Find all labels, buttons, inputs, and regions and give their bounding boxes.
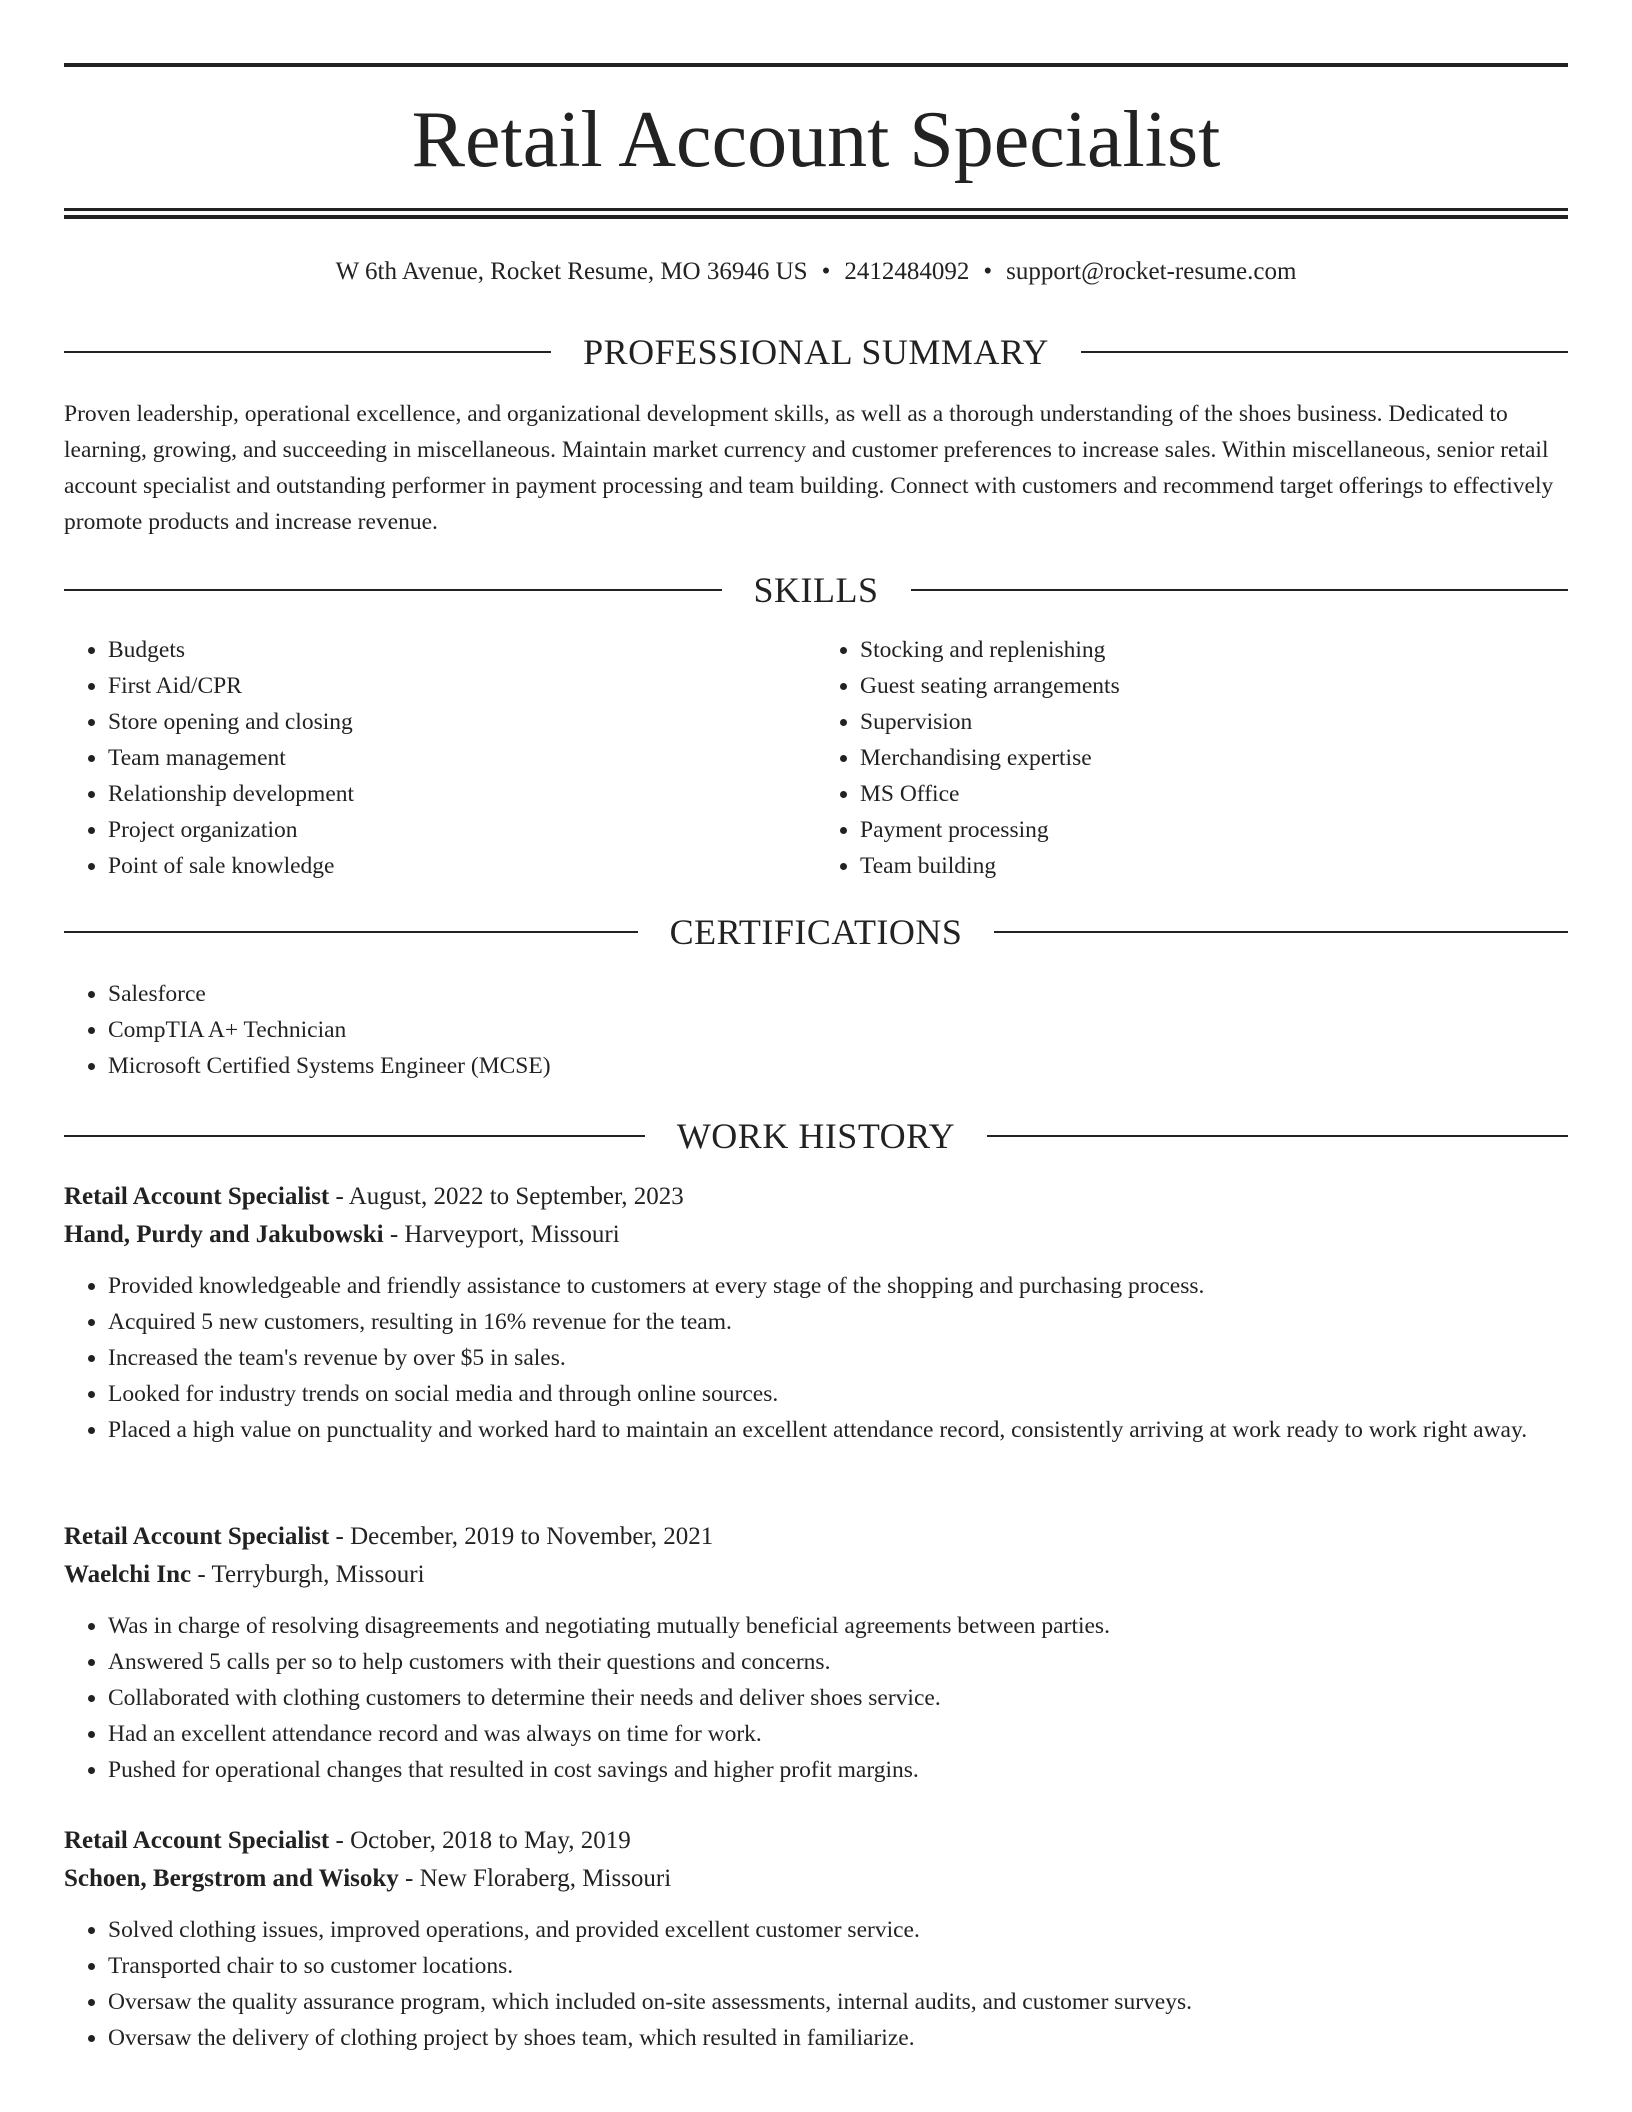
job-bullets	[64, 1268, 1568, 1448]
work-history-heading	[64, 1114, 1568, 1158]
job-title: Retail Account Specialist	[64, 1523, 330, 1550]
job-bullet: • Answered 5 calls per so to help customers with their questions and concerns.	[108, 1644, 1568, 1680]
job-company-line	[64, 1556, 1568, 1594]
job-title: Retail Account Specialist	[64, 1827, 330, 1854]
job-company: Waelchi Inc	[64, 1561, 192, 1588]
skills-column-right	[816, 632, 1568, 884]
job-company: Schoen, Bergstrom and Wisoky	[64, 1865, 399, 1892]
title-rule-upper	[64, 208, 1568, 211]
heading-rule-right	[994, 931, 1568, 933]
heading-rule-left	[64, 589, 722, 591]
summary-text: Proven leadership, operational excellence, and organizational development skills, as well as a thorough understanding of the shoes business. Dedicated to learning, growing, and succeeding in miscellaneous. Maintain market currency and customer preferences to increase sales. Within miscellaneous, senior retail account specialist and outstanding performer in payment processing and team building. Connect with customers and recommend target offerings to effectively promote products and increase revenue.	[64, 401, 1554, 535]
job-bullet: • Solved clothing issues, improved operations, and provided excellent customer service.	[108, 1912, 1568, 1948]
certifications-list	[64, 976, 1568, 1084]
resume-title: Retail Account Specialist	[411, 96, 1221, 184]
skills-heading-text: SKILLS	[753, 570, 879, 610]
job-bullet: • Acquired 5 new customers, resulting in 16% revenue for the team.	[108, 1304, 1568, 1340]
skill-item: • Point of sale knowledge	[108, 848, 816, 884]
skill-item: • Payment processing	[860, 812, 1568, 848]
heading-rule-left	[64, 1135, 645, 1137]
job-bullet: • Transported chair to so customer locations.	[108, 1948, 1568, 1984]
skill-item: • Stocking and replenishing	[860, 632, 1568, 668]
heading-rule-left	[64, 931, 638, 933]
skills-column-left	[64, 632, 816, 884]
contact-email: support@rocket-resume.com	[1006, 258, 1297, 285]
job-title-line	[64, 1178, 1568, 1216]
title-rule-lower	[64, 215, 1568, 219]
skill-item: • Project organization	[108, 812, 816, 848]
job-bullet: • Pushed for operational changes that resulted in cost savings and higher profit margins.	[108, 1752, 1568, 1788]
top-rule	[64, 63, 1568, 67]
certification-item: • Salesforce	[108, 976, 1568, 1012]
heading-rule-right	[987, 1135, 1568, 1137]
heading-rule-left	[64, 351, 551, 353]
contact-line	[64, 254, 1568, 290]
heading-rule-right	[1081, 351, 1568, 353]
job-bullet: • Had an excellent attendance record and was always on time for work.	[108, 1716, 1568, 1752]
job-bullets	[64, 1608, 1568, 1788]
job-dates: - October, 2018 to May, 2019	[329, 1827, 631, 1854]
certification-item: • Microsoft Certified Systems Engineer (MCSE)	[108, 1048, 1568, 1084]
skill-item: • Budgets	[108, 632, 816, 668]
job-bullet: • Was in charge of resolving disagreements and negotiating mutually beneficial agreements between parties.	[108, 1608, 1568, 1644]
contact-separator: •	[983, 258, 993, 285]
skill-item: • Supervision	[860, 704, 1568, 740]
job-location: - New Floraberg, Missouri	[398, 1865, 672, 1892]
skill-item: • MS Office	[860, 776, 1568, 812]
job-entry	[64, 1822, 1568, 2056]
job-dates: - August, 2022 to September, 2023	[329, 1183, 684, 1210]
job-title-line	[64, 1518, 1568, 1556]
skill-item: • Team building	[860, 848, 1568, 884]
job-company: Hand, Purdy and Jakubowski	[64, 1221, 384, 1248]
summary-heading	[64, 330, 1568, 374]
job-company-line	[64, 1216, 1568, 1254]
skill-item: • Team management	[108, 740, 816, 776]
job-bullet: • Provided knowledgeable and friendly assistance to customers at every stage of the shopping and purchasing process.	[108, 1268, 1568, 1304]
contact-phone: 2412484092	[844, 258, 970, 285]
job-bullet: • Looked for industry trends on social media and through online sources.	[108, 1376, 1568, 1412]
job-bullet: • Collaborated with clothing customers to determine their needs and deliver shoes service.	[108, 1680, 1568, 1716]
job-bullets	[64, 1912, 1568, 2056]
skill-item: • Merchandising expertise	[860, 740, 1568, 776]
job-entry	[64, 1178, 1568, 1448]
certifications-heading-text: CERTIFICATIONS	[669, 912, 963, 952]
job-location: - Harveyport, Missouri	[383, 1221, 620, 1248]
skills-list	[64, 632, 1568, 884]
summary-heading-text: PROFESSIONAL SUMMARY	[583, 332, 1049, 372]
job-entry	[64, 1518, 1568, 1788]
job-bullet: • Placed a high value on punctuality and worked hard to maintain an excellent attendance record, consistently arriving at work ready to work right away.	[108, 1412, 1568, 1448]
job-dates: - December, 2019 to November, 2021	[329, 1523, 714, 1550]
work-history-heading-text: WORK HISTORY	[676, 1116, 956, 1156]
job-company-line	[64, 1860, 1568, 1898]
skill-item: • Store opening and closing	[108, 704, 816, 740]
certifications-heading	[64, 910, 1568, 954]
job-bullet: • Oversaw the quality assurance program, which included on-site assessments, internal audits, and customer surveys.	[108, 1984, 1568, 2020]
skills-heading	[64, 568, 1568, 612]
heading-rule-right	[911, 589, 1569, 591]
skill-item: • Relationship development	[108, 776, 816, 812]
contact-address: W 6th Avenue, Rocket Resume, MO 36946 US	[335, 258, 808, 285]
job-bullet: • Oversaw the delivery of clothing project by shoes team, which resulted in familiarize.	[108, 2020, 1568, 2056]
job-location: - Terryburgh, Missouri	[191, 1561, 425, 1588]
skill-item: • First Aid/CPR	[108, 668, 816, 704]
job-bullet: • Increased the team's revenue by over $5 in sales.	[108, 1340, 1568, 1376]
contact-separator: •	[821, 258, 831, 285]
skill-item: • Guest seating arrangements	[860, 668, 1568, 704]
job-title: Retail Account Specialist	[64, 1183, 330, 1210]
job-title-line	[64, 1822, 1568, 1860]
certification-item: • CompTIA A+ Technician	[108, 1012, 1568, 1048]
